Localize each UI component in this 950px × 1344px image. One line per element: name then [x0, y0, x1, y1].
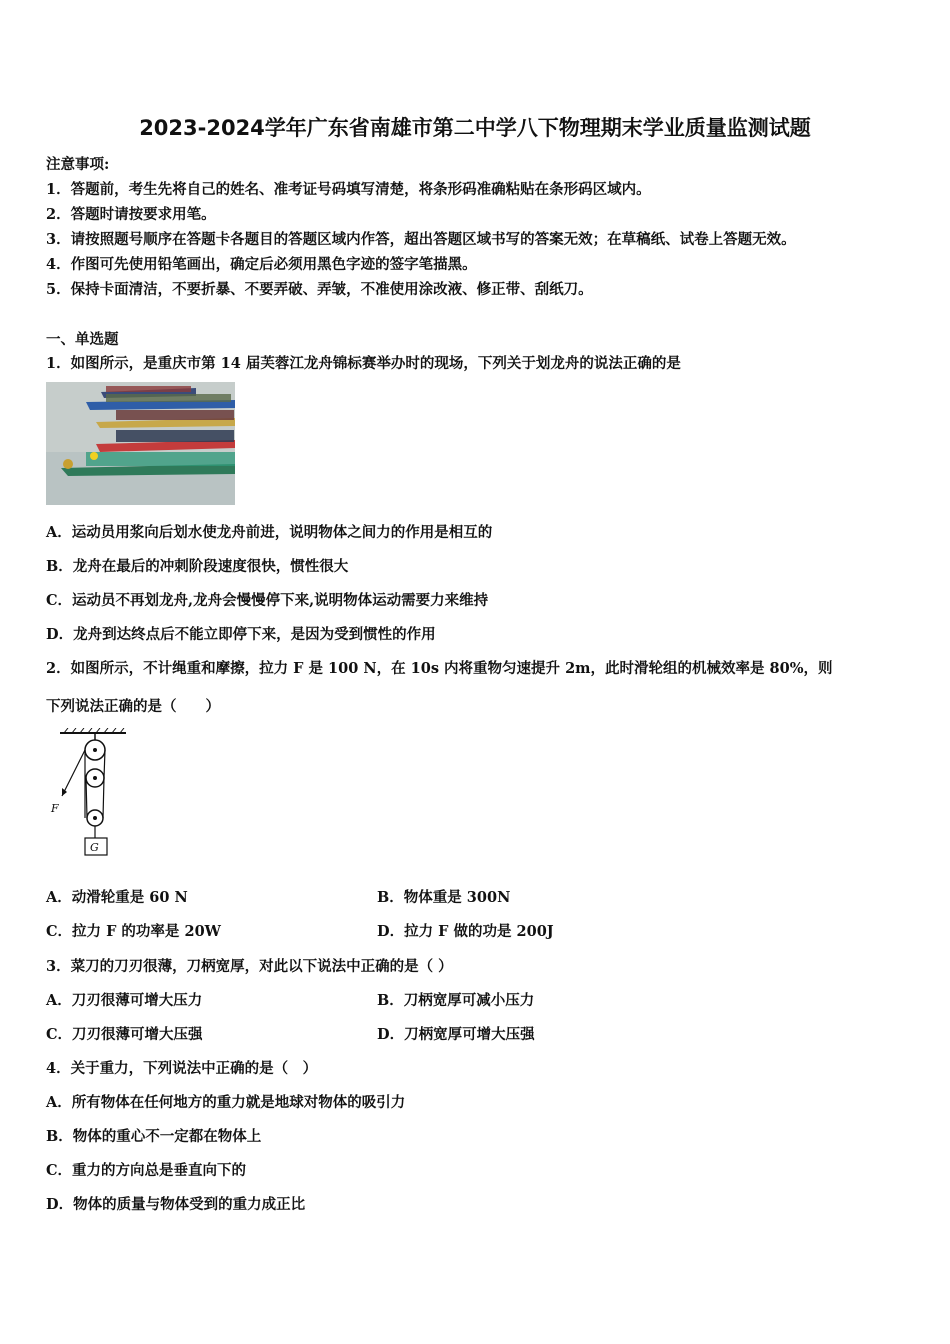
weight-label: G [90, 841, 99, 854]
question-3-option-a: A．刀刃很薄可增大压力 [46, 992, 203, 1009]
question-2-option-c: C．拉力 F 的功率是 20W [46, 923, 221, 940]
question-1-option-b: B．龙舟在最后的冲刺阶段速度很快，惯性很大 [46, 558, 349, 575]
question-1-option-d: D．龙舟到达终点后不能立即停下来，是因为受到惯性的作用 [46, 626, 436, 643]
dragon-boat-image [46, 382, 235, 505]
question-2-option-a: A．动滑轮重是 60 N [46, 889, 188, 906]
question-4-option-a: A．所有物体在任何地方的重力就是地球对物体的吸引力 [46, 1094, 406, 1111]
pulley-diagram [46, 728, 136, 860]
question-3-stem: 3．菜刀的刀刃很薄，刀柄宽厚，对此以下说法中正确的是（ ） [46, 958, 453, 975]
notice-heading: 注意事项: [46, 156, 110, 173]
question-1-stem: 1．如图所示，是重庆市第 14 届芙蓉江龙舟锦标赛举办时的现场，下列关于划龙舟的说法正确的是 [46, 355, 681, 372]
question-4-option-c: C．重力的方向总是垂直向下的 [46, 1162, 247, 1179]
section-heading: 一、单选题 [46, 331, 119, 348]
question-2-stem-line1: 2．如图所示，不计绳重和摩擦，拉力 F 是 100 N，在 10s 内将重物匀速提升 2m，此时滑轮组的机械效率是 80%，则 [46, 660, 833, 677]
question-3-option-c: C．刀刃很薄可增大压强 [46, 1026, 203, 1043]
notice-item: 1．答题前，考生先将自己的姓名、准考证号码填写清楚，将条形码准确粘贴在条形码区域内。 [46, 181, 651, 198]
question-2-option-b: B．物体重是 300N [377, 889, 511, 906]
question-1-option-c: C．运动员不再划龙舟,龙舟会慢慢停下来,说明物体运动需要力来维持 [46, 592, 489, 609]
force-label: F [51, 802, 59, 815]
notice-item: 5．保持卡面清洁，不要折暴、不要弄破、弄皱，不准使用涂改液、修正带、刮纸刀。 [46, 281, 593, 298]
notice-item: 4．作图可先使用铅笔画出，确定后必须用黑色字迹的签字笔描黑。 [46, 256, 477, 273]
notice-item: 2．答题时请按要求用笔。 [46, 206, 216, 223]
page-title: 2023-2024学年广东省南雄市第二中学八下物理期末学业质量监测试题 [139, 116, 811, 140]
question-4-option-d: D．物体的质量与物体受到的重力成正比 [46, 1196, 306, 1213]
question-3-option-b: B．刀柄宽厚可减小压力 [377, 992, 535, 1009]
question-3-option-d: D．刀柄宽厚可增大压强 [377, 1026, 535, 1043]
question-4-stem: 4．关于重力，下列说法中正确的是（ ） [46, 1060, 318, 1077]
notice-item: 3．请按照题号顺序在答题卡各题目的答题区域内作答，超出答题区域书写的答案无效；在草稿纸、试卷上答题无效。 [46, 231, 796, 248]
question-1-option-a: A．运动员用浆向后划水使龙舟前进，说明物体之间力的作用是相互的 [46, 524, 493, 541]
question-2-stem-line2: 下列说法正确的是（ ） [46, 698, 220, 715]
question-4-option-b: B．物体的重心不一定都在物体上 [46, 1128, 262, 1145]
dragon-boat-photo [46, 382, 235, 505]
question-2-option-d: D．拉力 F 做的功是 200J [377, 923, 554, 940]
